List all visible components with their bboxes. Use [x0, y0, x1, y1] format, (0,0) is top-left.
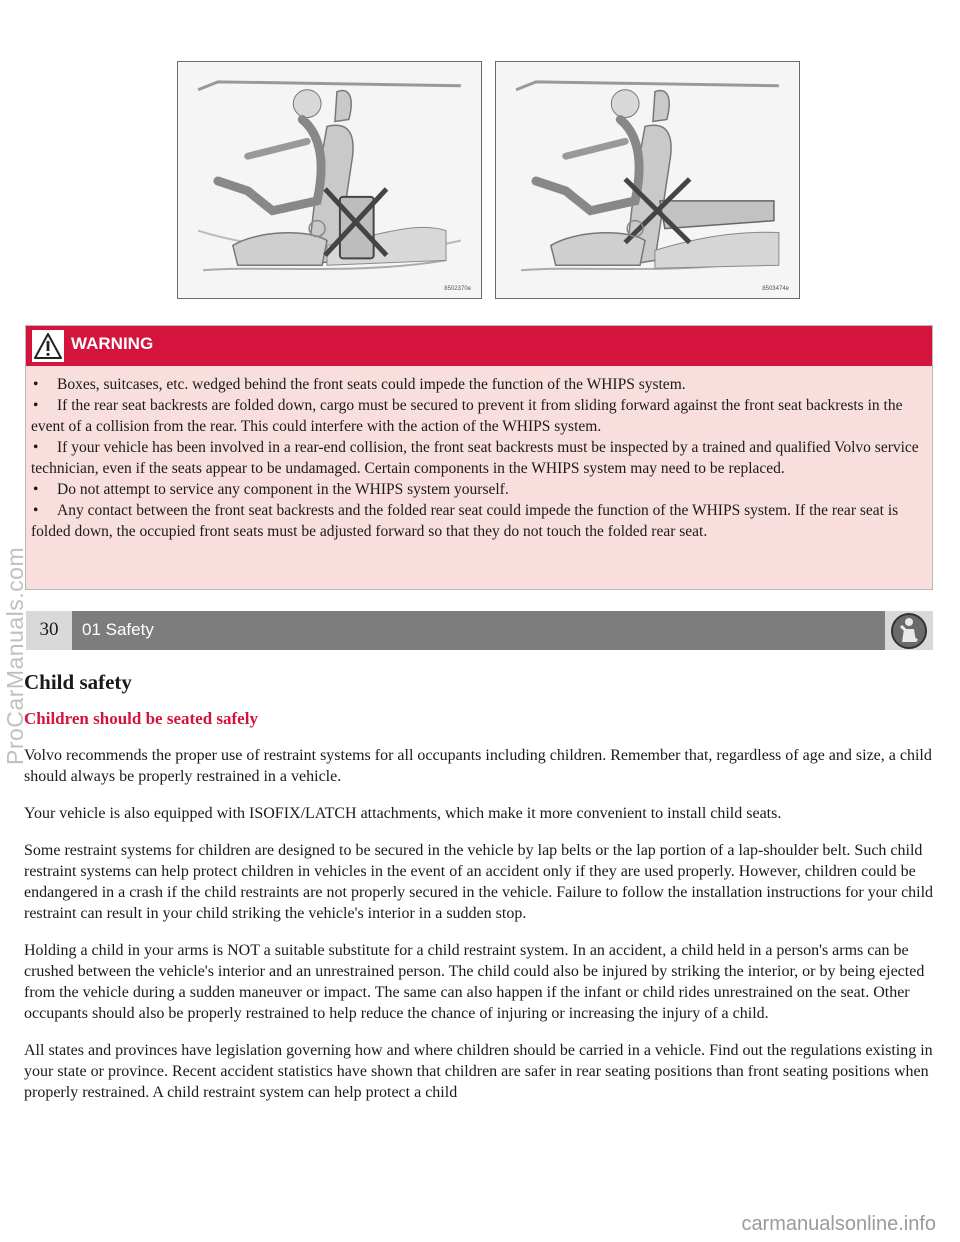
- figure-code: 8502370e: [444, 286, 471, 292]
- watermark: ProCarManuals.com: [2, 546, 28, 765]
- warning-header: [26, 326, 932, 366]
- chapter-title: 01 Safety: [82, 620, 154, 639]
- bullet: •: [33, 502, 39, 519]
- figure-seat-folded-rear: [495, 61, 800, 299]
- figure-row: [177, 61, 789, 301]
- warning-item-text: If the rear seat backrests are folded down, cargo must be secured to prevent it from sliding forward against the front seat backrests in the event of a collision from the rear. This could interfere with the action of the WHIPS system.: [31, 397, 903, 435]
- warning-item-text: If your vehicle has been involved in a rear-end collision, the front seat backrests must be inspected by a trained and qualified Volvo service technician, even if the seats appear to be undamaged. Certain components in the WHIPS system may need to be replaced.: [31, 439, 919, 477]
- bullet: •: [33, 376, 39, 393]
- seatbelt-icon: [890, 612, 928, 650]
- bullet: •: [33, 439, 39, 456]
- chapter-bar: [26, 611, 933, 650]
- seat-folded-rear-illustration: [496, 62, 799, 298]
- section-heading: Child safety: [24, 670, 132, 694]
- paragraph: Some restraint systems for children are designed to be secured in the vehicle by lap belts or the lap portion of a lap-shoulder belt. Such child restraint systems can help protect children in vehicles in the event of an accident only if they are used properly. However, children could be endangered in a crash if the child restraints are not properly secured in the vehicle. Failure to follow the installation instructions for your child restraint can result in your child striking the vehicle's interior in a sudden stop.: [24, 842, 934, 922]
- warning-box: [25, 325, 933, 590]
- chapter-icon-box: [885, 611, 933, 650]
- warning-list: [26, 366, 932, 542]
- warning-title: WARNING: [71, 334, 154, 353]
- paragraph: All states and provinces have legislation governing how and where children should be carried in a vehicle. Find out the regulations existing in your state or province. Recent accident statistics have shown that children are safer in rear seating positions than front seating positions when properly restrained. A child restraint system can help protect a child: [24, 1042, 933, 1101]
- warning-item: [29, 479, 926, 500]
- warning-item-text: Do not attempt to service any component in the WHIPS system yourself.: [57, 481, 509, 498]
- warning-item-text: Boxes, suitcases, etc. wedged behind the front seats could impede the function of the WHIPS system.: [57, 376, 686, 393]
- warning-item: [29, 395, 926, 437]
- paragraph: Volvo recommends the proper use of restraint systems for all occupants including children. Remember that, regardless of age and size, a child should always be properly restrained in a vehicle.: [24, 747, 932, 785]
- section-subheading: Children should be seated safely: [24, 709, 258, 728]
- bullet: •: [33, 481, 39, 498]
- main-content: [24, 670, 934, 1103]
- warning-item: [29, 500, 926, 542]
- paragraph: Your vehicle is also equipped with ISOFIX/LATCH attachments, which make it more convenient to install child seats.: [24, 805, 782, 822]
- bullet: •: [33, 397, 39, 414]
- footer-site-link[interactable]: carmanualsonline.info: [741, 1213, 936, 1235]
- page-number: 30: [26, 611, 72, 650]
- warning-triangle-icon: [32, 330, 64, 362]
- warning-item-text: Any contact between the front seat backrests and the folded rear seat could impede the function of the WHIPS system. If the rear seat is folded down, the occupied front seats must be adjusted forward so that they do not touch the folded rear seat.: [31, 502, 899, 540]
- seat-box-illustration: [178, 62, 481, 298]
- warning-item: [29, 437, 926, 479]
- paragraph: Holding a child in your arms is NOT a suitable substitute for a child restraint system. In an accident, a child held in a person's arms can be crushed between the vehicle's interior and an unrestrained person. The child could also be injured by striking the interior, or by being ejected from the vehicle during a sudden maneuver or impact. The same can also happen if the infant or child rides unrestrained on the seat. Other occupants should also be properly restrained to help reduce the chance of injuring or increasing the injury of a child.: [24, 942, 925, 1022]
- figure-seat-box: [177, 61, 482, 299]
- warning-item: [29, 374, 926, 395]
- figure-code: 8503474e: [762, 286, 789, 292]
